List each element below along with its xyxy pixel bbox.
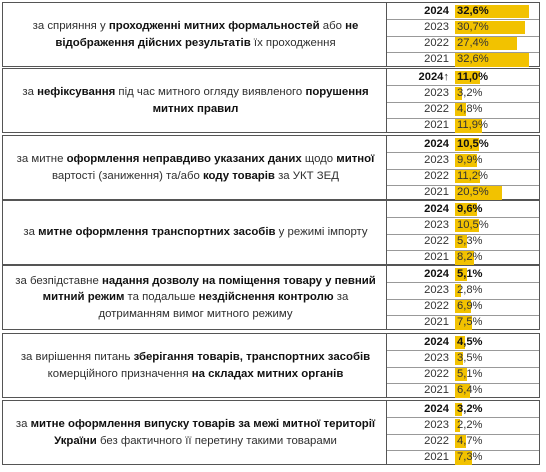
category-label-part: митне оформлення випуску товарів за межі митної території України <box>30 417 376 447</box>
data-label: 9,9% <box>457 153 483 166</box>
category-label <box>5 401 386 464</box>
year-label: 2022 <box>424 300 449 312</box>
category-label <box>5 334 386 397</box>
category-label-part: за сприяння у <box>32 19 109 32</box>
category-group <box>2 333 540 398</box>
category-group <box>2 135 540 200</box>
year-label: 2024 <box>424 335 449 348</box>
year-label: 2022 <box>424 235 449 247</box>
category-label-part: за <box>15 417 31 430</box>
data-label: 4,7% <box>457 435 483 447</box>
category-label-part: нефіксування <box>37 85 116 98</box>
data-label: 10,5% <box>457 218 489 231</box>
year-label: 2023 <box>424 153 449 166</box>
year-label: 2024 <box>424 402 449 415</box>
data-label: 20,5% <box>457 186 489 199</box>
data-label: 11,2% <box>457 170 488 182</box>
category-label-part: у режимі імпорту <box>275 226 368 239</box>
year-label: 2023 <box>424 283 449 296</box>
data-label: 6,4% <box>457 384 483 397</box>
year-label: 2023 <box>424 218 449 231</box>
year-label: 2023 <box>424 351 449 364</box>
category-label-part: за УКТ ЗЕД <box>274 169 339 182</box>
category-label-part: не відображення дійсних результатів <box>55 19 359 49</box>
data-label: 2,8% <box>457 283 483 296</box>
data-label: 5,1% <box>457 267 483 280</box>
category-label <box>5 3 386 66</box>
category-label-part: за вирішення питань <box>20 350 134 363</box>
data-label: 11,0% <box>457 70 489 83</box>
year-label: 2021 <box>424 384 449 397</box>
category-label-part: за <box>22 85 38 98</box>
data-label: 6,9% <box>457 300 483 312</box>
category-group <box>2 2 540 67</box>
category-label-part: надання дозволу на поміщення товару у певний митний режим <box>42 274 376 304</box>
data-label: 10,5% <box>457 137 489 150</box>
year-label: 2021 <box>424 53 449 66</box>
year-label: 2021 <box>424 186 449 199</box>
data-label: 27,4% <box>457 37 489 49</box>
data-label: 7,5% <box>457 316 483 329</box>
category-label-part: за дотриманням вимог митного режиму <box>98 291 349 320</box>
category-label-part: за безпідставне <box>15 274 102 287</box>
category-label-part: коду товарів <box>202 169 275 182</box>
data-label: 3,5% <box>457 351 483 364</box>
data-label: 8,2% <box>457 251 483 264</box>
category-label-part: за <box>23 226 39 239</box>
data-label: 32,6% <box>457 4 489 17</box>
category-label-part: митне оформлення транспортних засобів <box>38 226 276 239</box>
year-label: 2024 <box>424 137 449 150</box>
year-label: 2024↑ <box>418 70 449 83</box>
year-label: 2024 <box>424 267 449 280</box>
category-label-part: на складах митних органів <box>191 367 344 380</box>
category-label-part: або <box>319 19 346 32</box>
category-label-part: зберігання товарів, транспортних засобів <box>133 350 371 363</box>
category-label-part: під час митного огляду виявленого <box>115 85 306 98</box>
year-label: 2022 <box>424 170 449 182</box>
category-label <box>5 266 386 329</box>
category-label-part: комерційного призначення <box>47 367 192 380</box>
data-label: 4,5% <box>457 335 483 348</box>
category-label-part: нездійснення контролю <box>198 291 334 304</box>
category-label-part: митної <box>336 152 375 165</box>
category-group <box>2 68 540 133</box>
data-label: 2,2% <box>457 418 483 431</box>
year-label: 2022 <box>424 435 449 447</box>
category-label-part: вартості (заниження) та/або <box>51 169 203 182</box>
category-label-part: порушення митних правил <box>152 85 369 115</box>
data-label: 3,2% <box>457 86 483 99</box>
data-label: 11,9% <box>457 119 488 132</box>
data-label: 5,1% <box>457 368 483 380</box>
category-label-part: проходженні митних формальностей <box>108 19 320 32</box>
category-label-part: та подальше <box>124 291 199 304</box>
data-label: 3,2% <box>457 402 483 415</box>
category-label-part: їх проходження <box>250 36 336 49</box>
category-label <box>5 201 386 264</box>
year-label: 2023 <box>424 86 449 99</box>
category-label <box>5 136 386 199</box>
category-label-part: за митне <box>16 152 67 165</box>
year-label: 2024 <box>424 4 449 17</box>
category-label-part: щодо <box>301 152 337 165</box>
data-label: 4,8% <box>457 103 483 115</box>
year-label: 2022 <box>424 368 449 380</box>
year-label: 2021 <box>424 119 449 132</box>
category-label-part: оформлення неправдиво указаних даних <box>66 152 302 165</box>
data-label: 5,3% <box>457 235 483 247</box>
category-group <box>2 400 540 465</box>
data-label: 9,6% <box>457 202 483 215</box>
year-label: 2024 <box>424 202 449 215</box>
data-label: 7,3% <box>457 451 483 464</box>
category-group <box>2 200 540 265</box>
data-label: 32,6% <box>457 53 489 66</box>
category-group <box>2 265 540 330</box>
year-label: 2021 <box>424 316 449 329</box>
year-label: 2023 <box>424 20 449 33</box>
year-label: 2021 <box>424 451 449 464</box>
category-label-part: без фактичного її перетину такими товарами <box>96 434 337 447</box>
year-label: 2021 <box>424 251 449 264</box>
year-label: 2022 <box>424 103 449 115</box>
data-label: 30,7% <box>457 20 489 33</box>
category-label <box>5 69 386 132</box>
year-label: 2023 <box>424 418 449 431</box>
year-label: 2022 <box>424 37 449 49</box>
